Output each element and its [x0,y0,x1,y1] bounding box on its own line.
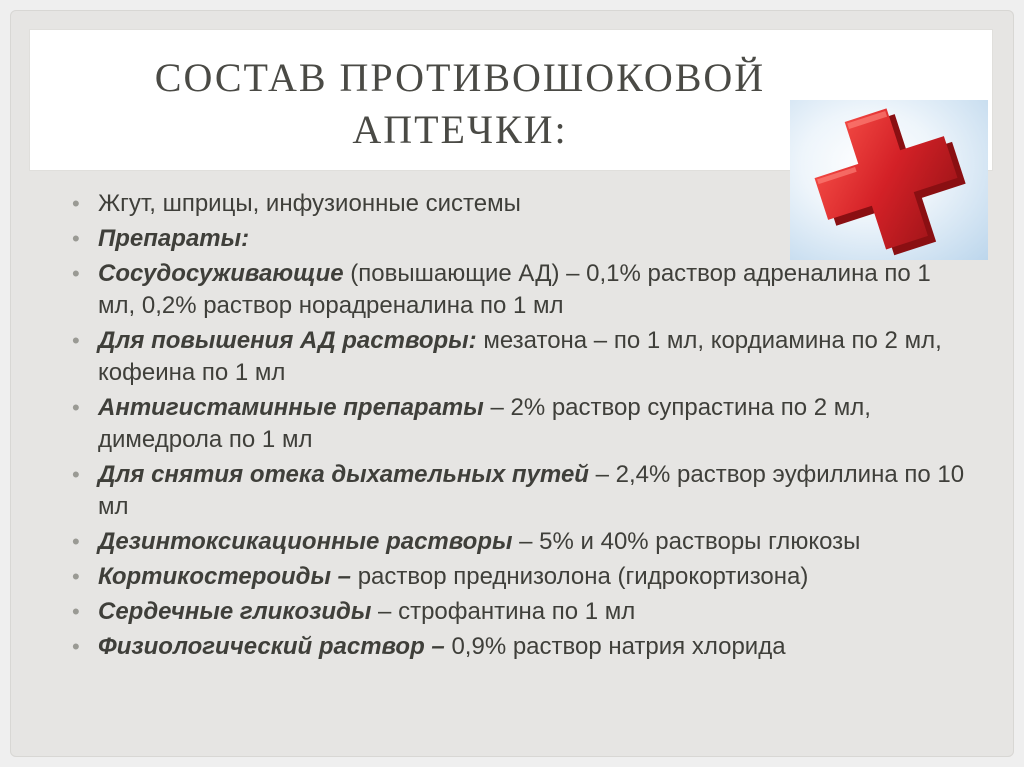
item-bold: Кортикостероиды – [98,563,352,590]
item-text: – 5% и 40% растворы глюкозы [512,528,861,555]
item-bold: Физиологический раствор – [98,633,445,660]
item-text: 0,9% раствор натрия хлорида [444,633,786,660]
item-text: мезатона – по 1 мл, кордиамина по 2 мл, кофеина по 1 мл [98,327,942,386]
item-bold: Для снятия отека дыхательных путей [98,461,589,488]
list-item [72,596,972,628]
item-text: – 2,4% раствор эуфиллина по 10 мл [98,461,965,520]
list-item [72,188,972,220]
supply-list [72,188,972,666]
list-item [72,258,972,322]
item-text: раствор преднизолона (гидрокортизона) [351,563,809,590]
item-bold: Сосудосуживающие [98,260,344,287]
item-bold: Сердечные гликозиды [98,598,372,625]
slide-title [30,52,890,156]
title-line-1: СОСТАВ ПРОТИВОШОКОВОЙ [154,55,766,100]
list-item [72,223,972,255]
item-bold: Препараты: [98,225,250,252]
list-item [72,526,972,558]
list-item [72,325,972,389]
list-item [72,459,972,523]
item-text: Жгут, шприцы, инфузионные системы [98,190,521,217]
list-item [72,631,972,663]
item-text: – строфантина по 1 мл [371,598,636,625]
list-item [72,392,972,456]
item-text: (повышающие АД) – 0,1% раствор адреналина по 1 мл, 0,2% раствор норадреналина по 1 мл [98,260,931,319]
item-bold: Антигистаминные препараты [98,394,484,421]
list-item [72,561,972,593]
item-text: – 2% раствор супрастина по 2 мл, димедрола по 1 мл [98,394,871,453]
title-line-2: АПТЕЧКИ: [352,107,568,152]
item-bold: Дезинтоксикационные растворы [98,528,513,555]
item-bold: Для повышения АД растворы: [98,327,477,354]
